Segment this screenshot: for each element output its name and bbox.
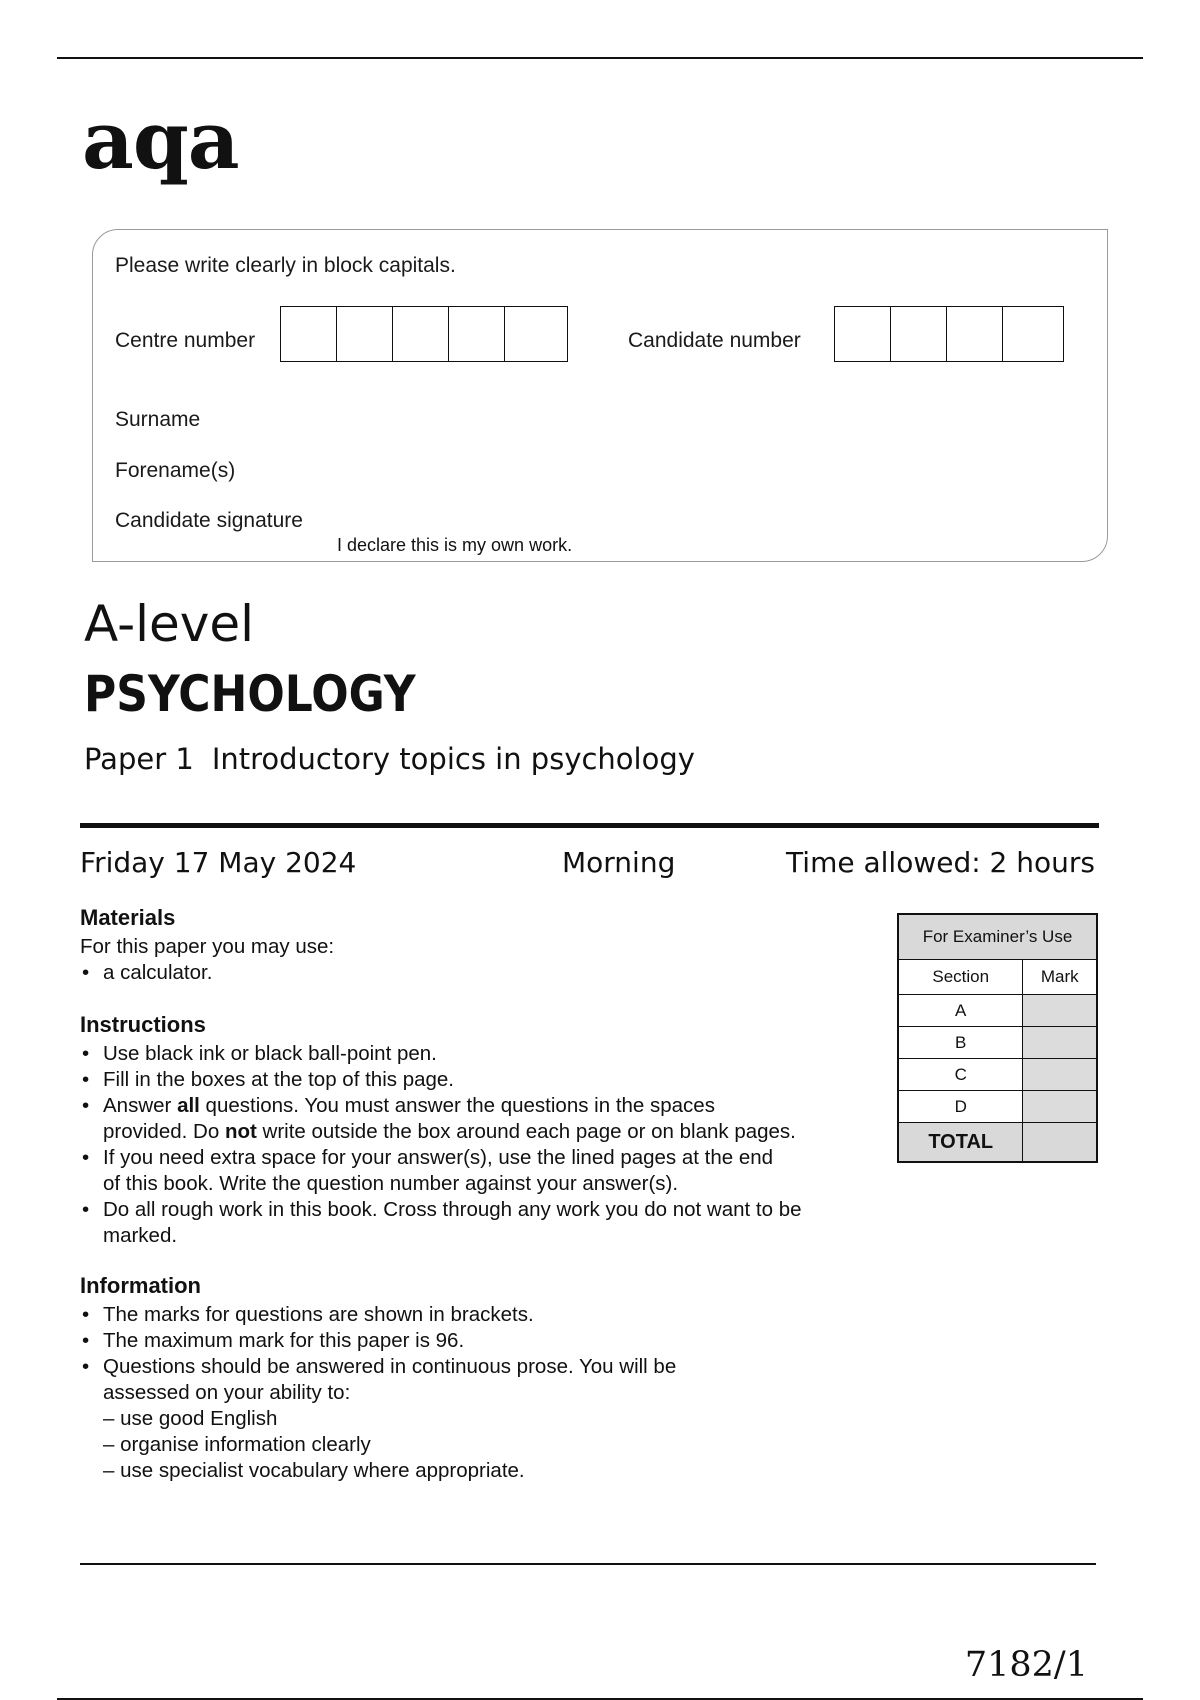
instruction-item: • Fill in the boxes at the top of this page. xyxy=(80,1067,860,1093)
materials-item: • a calculator. xyxy=(80,960,880,986)
paper-code: 7182/1 xyxy=(964,1645,1088,1685)
aqa-logo: aqa xyxy=(82,93,239,187)
time-allowed: Time allowed: 2 hours xyxy=(786,846,1095,879)
candidate-number-label: Candidate number xyxy=(628,329,801,352)
information-subitem: – organise information clearly xyxy=(103,1433,371,1456)
examiner-use-table xyxy=(897,913,1098,1163)
candidate-number-digit-box[interactable] xyxy=(891,307,947,361)
information-subitem: – use good English xyxy=(103,1407,278,1430)
centre-number-digit-box[interactable] xyxy=(449,307,505,361)
materials-section xyxy=(80,905,880,986)
examiner-table-title: For Examiner’s Use xyxy=(898,914,1097,960)
candidate-number-digit-box[interactable] xyxy=(1003,307,1059,361)
instruction-emphasis: not xyxy=(224,1120,257,1143)
information-item: • The marks for questions are shown in brackets. xyxy=(80,1302,880,1328)
candidate-number-digit-box[interactable] xyxy=(947,307,1003,361)
exam-session: Morning xyxy=(562,846,676,879)
instructions-heading: Instructions xyxy=(80,1012,206,1037)
instruction-item: • If you need extra space for your answer(s), use the lined pages at the end of this book. Write the question number against your answer(s). xyxy=(80,1145,793,1197)
instruction-item xyxy=(80,1093,803,1145)
centre-number-boxes[interactable] xyxy=(280,306,568,362)
information-section xyxy=(80,1273,880,1484)
instruction-text: write outside the box around each page or on blank pages. xyxy=(256,1120,796,1143)
signature-label: Candidate signature xyxy=(115,509,303,532)
mark-cell xyxy=(1023,1059,1097,1091)
section-label: A xyxy=(898,995,1023,1027)
instruction-item: • Do all rough work in this book. Cross through any work you do not want to be marked. xyxy=(80,1197,833,1249)
candidate-number-boxes[interactable] xyxy=(834,306,1064,362)
subject-title: PSYCHOLOGY xyxy=(84,665,416,723)
paper-title xyxy=(84,742,713,776)
mark-cell xyxy=(1023,1027,1097,1059)
footer-rule xyxy=(80,1563,1096,1565)
centre-number-digit-box[interactable] xyxy=(281,307,337,361)
mark-cell xyxy=(1023,995,1097,1027)
instruction-item: • Use black ink or black ball-point pen. xyxy=(80,1041,860,1067)
information-subitem: – use specialist vocabulary where appropriate. xyxy=(103,1459,525,1482)
mark-column-header: Mark xyxy=(1023,960,1097,995)
instruction-text: Answer xyxy=(103,1094,178,1117)
section-column-header: Section xyxy=(898,960,1023,995)
top-rule xyxy=(57,57,1143,59)
candidate-number-digit-box[interactable] xyxy=(835,307,891,361)
information-heading: Information xyxy=(80,1273,201,1298)
exam-date: Friday 17 May 2024 xyxy=(80,846,357,879)
paper-name: Introductory topics in psychology xyxy=(211,742,695,776)
qualification-level: A-level xyxy=(84,595,255,653)
total-label: TOTAL xyxy=(898,1123,1023,1163)
block-capitals-instruction: Please write clearly in block capitals. xyxy=(115,254,456,277)
section-label: D xyxy=(898,1091,1023,1123)
surname-label: Surname xyxy=(115,408,201,431)
information-item: • Questions should be answered in continuous prose. You will be assessed on your ability to: xyxy=(80,1354,763,1406)
centre-number-digit-box[interactable] xyxy=(337,307,393,361)
information-item: • The maximum mark for this paper is 96. xyxy=(80,1328,880,1354)
materials-heading: Materials xyxy=(80,905,176,930)
total-mark-cell xyxy=(1023,1123,1097,1163)
thick-rule xyxy=(80,823,1099,828)
centre-number-label: Centre number xyxy=(115,329,256,352)
instruction-emphasis: all xyxy=(177,1094,200,1117)
centre-number-digit-box[interactable] xyxy=(393,307,449,361)
paper-number: Paper 1 xyxy=(84,742,194,776)
declaration-text: I declare this is my own work. xyxy=(337,535,573,555)
section-label: B xyxy=(898,1027,1023,1059)
instruction-text: questions. You must answer the questions in the spaces provided. Do xyxy=(103,1094,715,1143)
section-label: C xyxy=(898,1059,1023,1091)
forenames-label: Forename(s) xyxy=(115,459,236,482)
mark-cell xyxy=(1023,1091,1097,1123)
materials-intro: For this paper you may use: xyxy=(80,935,335,958)
instructions-section xyxy=(80,1012,860,1249)
centre-number-digit-box[interactable] xyxy=(505,307,561,361)
